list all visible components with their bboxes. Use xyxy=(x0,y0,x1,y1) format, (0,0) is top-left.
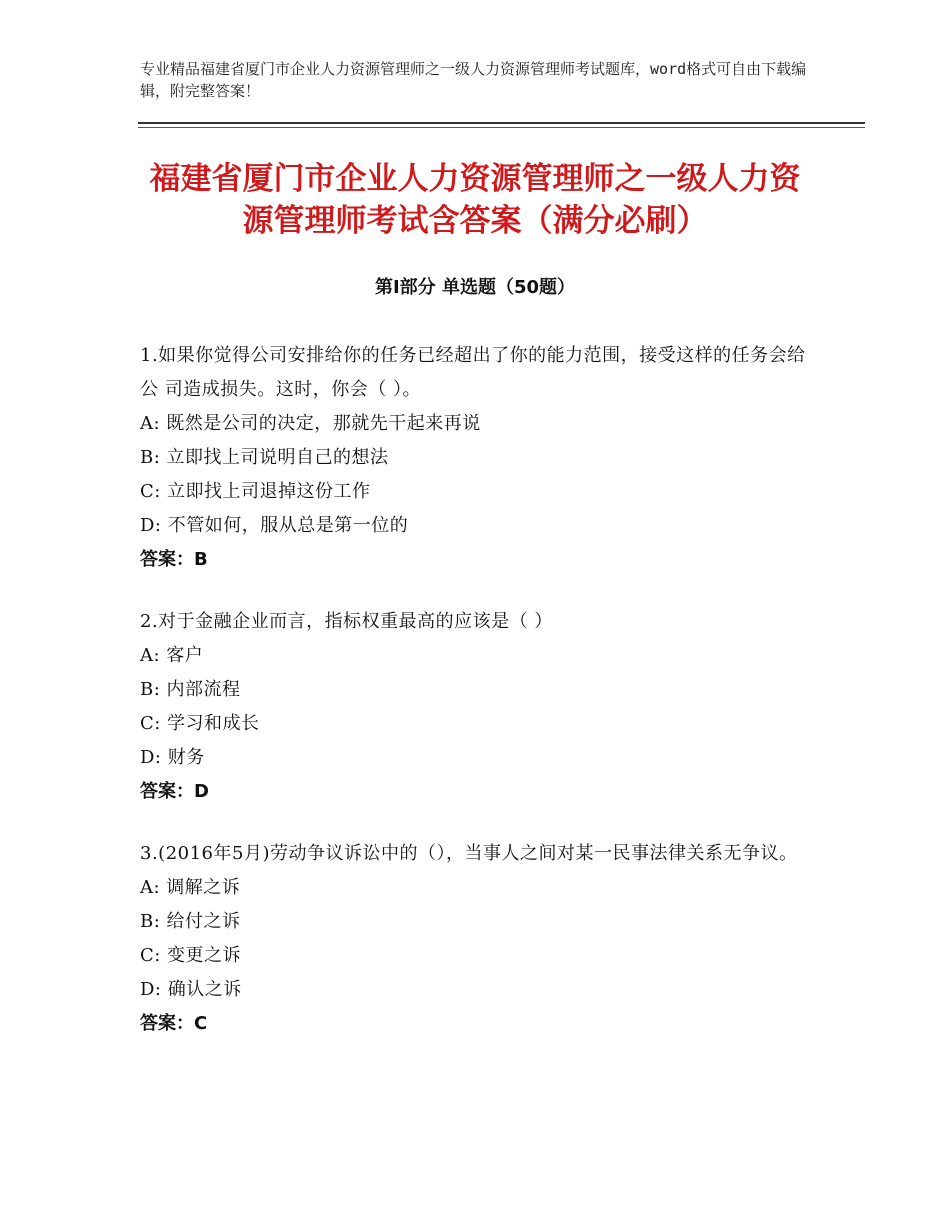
question-stem: 3.(2016年5月)劳动争议诉讼中的（），当事人之间对某一民事法律关系无争议。 xyxy=(140,843,798,864)
answer: 答案：B xyxy=(140,549,208,570)
question-2 xyxy=(140,605,810,809)
header-note: 专业精品福建省厦门市企业人力资源管理师之一级人力资源管理师考试题库，word格式可自由下载编辑，附完整答案！ xyxy=(140,60,807,100)
option-a: A: 既然是公司的决定，那就先干起来再说 xyxy=(140,413,481,434)
question-3 xyxy=(140,837,810,1041)
option-b: B: 立即找上司说明自己的想法 xyxy=(140,447,389,468)
section-title: 第Ⅰ部分 单选题（50题） xyxy=(374,277,575,298)
document-title: 福建省厦门市企业人力资源管理师之一级人力资源管理师考试含答案（满分必刷） xyxy=(149,161,801,239)
header-divider xyxy=(138,122,865,124)
option-d: D: 财务 xyxy=(140,747,205,768)
option-d: D: 确认之诉 xyxy=(140,979,242,1000)
option-c: C: 变更之诉 xyxy=(140,945,242,966)
option-a: A: 客户 xyxy=(140,645,204,666)
question-stem: 2.对于金融企业而言，指标权重最高的应该是（ ） xyxy=(140,611,553,632)
option-d: D: 不管如何，服从总是第一位的 xyxy=(140,515,409,536)
question-stem: 1.如果你觉得公司安排给你的任务已经超出了你的能力范围，接受这样的任务会给公 司造成损失。这时，你会（ ）。 xyxy=(140,345,806,400)
answer: 答案：D xyxy=(140,781,209,802)
option-c: C: 立即找上司退掉这份工作 xyxy=(140,481,371,502)
header-divider-thin xyxy=(138,127,865,128)
option-b: B: 给付之诉 xyxy=(140,911,241,932)
option-b: B: 内部流程 xyxy=(140,679,241,700)
option-c: C: 学习和成长 xyxy=(140,713,260,734)
option-a: A: 调解之诉 xyxy=(140,877,241,898)
question-list xyxy=(140,339,810,1069)
question-1 xyxy=(140,339,810,577)
answer: 答案：C xyxy=(140,1013,208,1034)
